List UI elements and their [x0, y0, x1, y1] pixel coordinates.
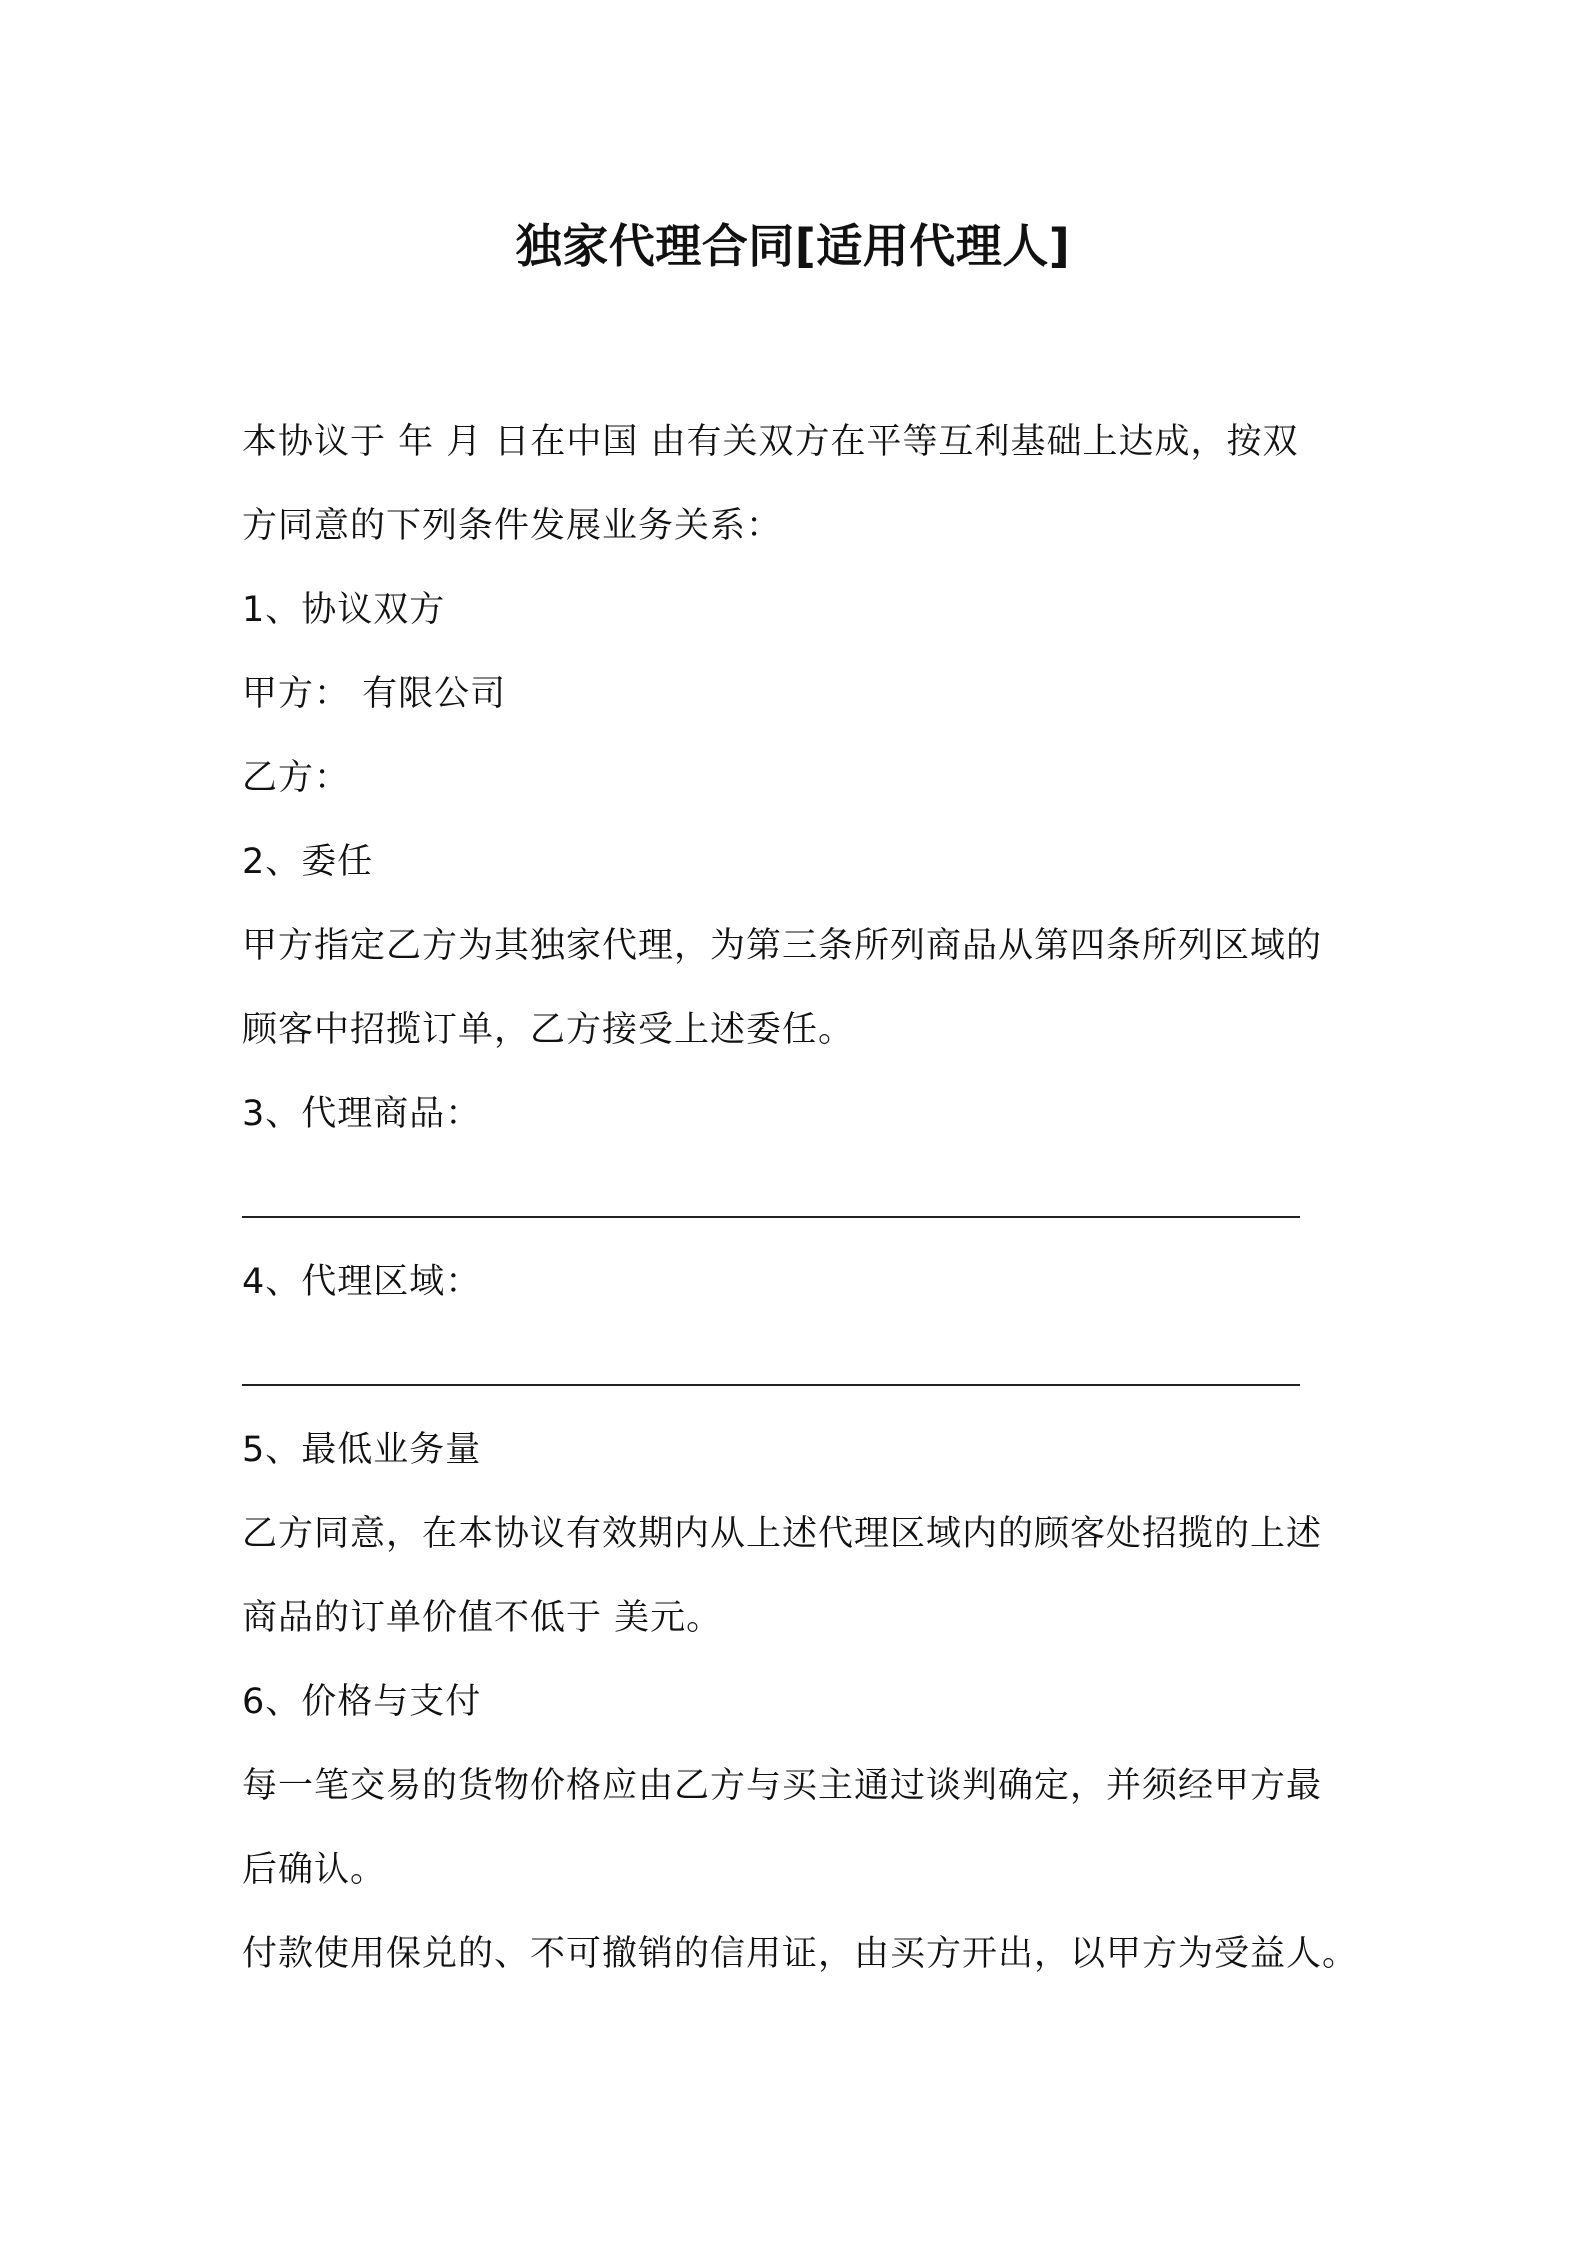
party-b-line: 乙方： [242, 758, 351, 798]
paragraph-intro-line-1: 本协议于 年 月 日在中国 由有关双方在平等互利基础上达成，按双 [242, 422, 1299, 462]
paragraph-intro-line-2: 方同意的下列条件发展业务关系： [242, 506, 783, 546]
section-1-heading: 1、协议双方 [242, 590, 446, 630]
underline [242, 1216, 1300, 1218]
document-body [242, 400, 1362, 1996]
price-line-2: 后确认。 [242, 1850, 387, 1890]
products-blank-line [242, 1156, 1362, 1240]
section-4-heading: 4、代理区域： [242, 1262, 482, 1302]
price-line-1: 每一笔交易的货物价格应由乙方与买主通过谈判确定，并须经甲方最 [242, 1766, 1323, 1806]
minimum-volume-line-1: 乙方同意，在本协议有效期内从上述代理区域内的顾客处招揽的上述 [242, 1514, 1323, 1554]
document-title: 独家代理合同[适用代理人] [515, 219, 1071, 273]
section-3-heading: 3、代理商品： [242, 1094, 482, 1134]
section-6-heading: 6、价格与支付 [242, 1682, 482, 1722]
party-a-line: 甲方： 有限公司 [242, 674, 507, 714]
section-2-heading: 2、委任 [242, 842, 374, 882]
section-5-heading: 5、最低业务量 [242, 1430, 482, 1470]
appointment-line-1: 甲方指定乙方为其独家代理，为第三条所列商品从第四条所列区域的 [242, 926, 1323, 966]
territory-blank-line [242, 1324, 1362, 1408]
minimum-volume-line-2: 商品的订单价值不低于 美元。 [242, 1598, 723, 1638]
payment-line: 付款使用保兑的、不可撤销的信用证，由买方开出，以甲方为受益人。 [242, 1934, 1359, 1974]
underline [242, 1384, 1300, 1386]
appointment-line-2: 顾客中招揽订单，乙方接受上述委任。 [242, 1010, 855, 1050]
